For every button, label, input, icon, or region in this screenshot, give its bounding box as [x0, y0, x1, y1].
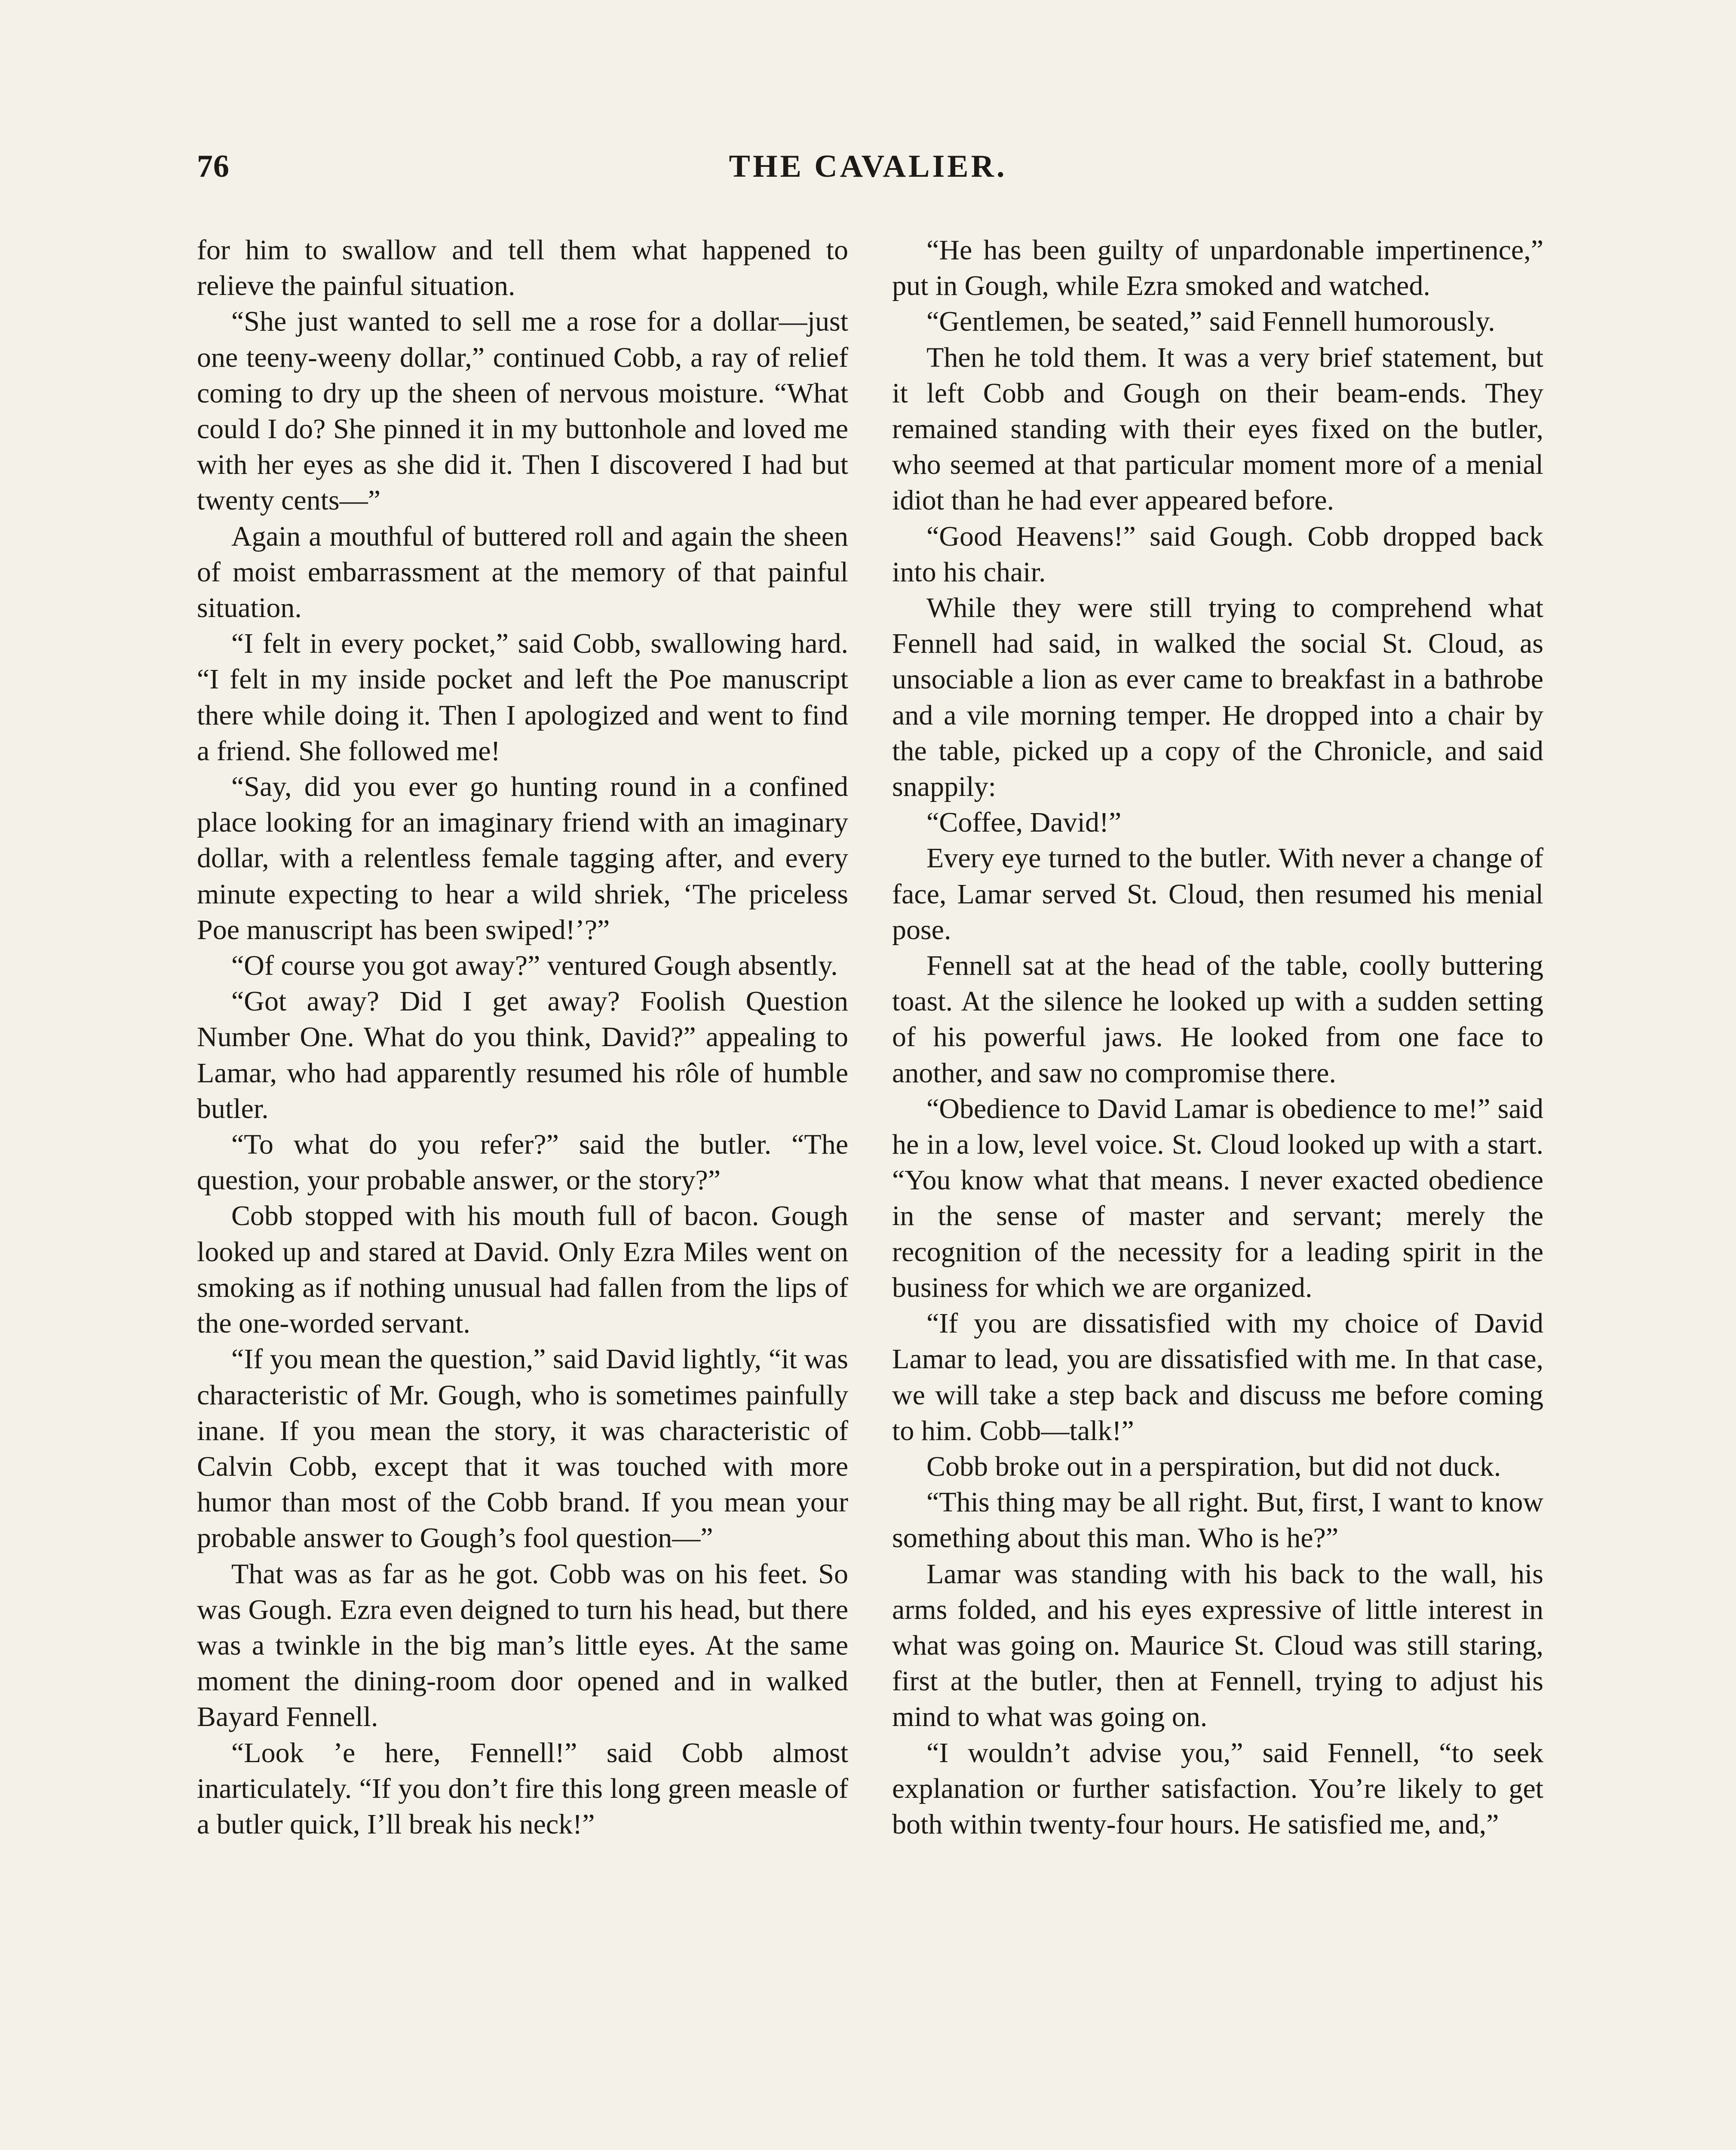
right-column [892, 232, 1543, 1842]
paragraph: “I wouldn’t advise you,” said Fennell, “to seek explanation or further satisfaction. You’re likely to get both within twenty-four hours. He satisfied me, and,” [892, 1737, 1543, 1840]
paragraph: “I felt in every pocket,” said Cobb, swallowing hard. “I felt in my inside pocket and left the Poe manuscript there while doing it. Then I apologized and went to find a friend. She followed me! [197, 628, 848, 767]
paragraph: “To what do you refer?” said the butler. “The question, your probable answer, or the story?” [197, 1129, 848, 1196]
left-column [197, 232, 848, 1842]
paragraph: “Gentlemen, be seated,” said Fennell humorously. [926, 306, 1495, 338]
paragraph: for him to swallow and tell them what happened to relieve the painful situation. [197, 234, 848, 302]
running-head: THE CAVALIER. [729, 149, 1007, 184]
paragraph: “Look ’e here, Fennell!” said Cobb almost inarticulately. “If you don’t fire this long green measle of a butler quick, I’ll break his neck!” [197, 1737, 848, 1840]
paragraph: Every eye turned to the butler. With never a change of face, Lamar served St. Cloud, then resumed his menial pose. [892, 842, 1543, 946]
paragraph: “This thing may be all right. But, first, I want to know something about this man. Who is he?” [892, 1487, 1543, 1554]
paragraph: Fennell sat at the head of the table, coolly buttering toast. At the silence he looked up with a sudden setting of his powerful jaws. He looked from one face to another, and saw no compromise there. [892, 950, 1543, 1089]
paragraph: “Got away? Did I get away? Foolish Question Number One. What do you think, David?” appealing to Lamar, who had apparently resumed his rôle of humble butler. [197, 986, 848, 1124]
paragraph: Then he told them. It was a very brief statement, but it left Cobb and Gough on their beam-ends. They remained standing with their eyes fixed on the butler, who seemed at that particular moment more of a menial idiot than he had ever appeared before. [892, 341, 1543, 516]
paragraph: “Of course you got away?” ventured Gough absently. [231, 950, 838, 982]
paragraph: “If you mean the question,” said David lightly, “it was characteristic of Mr. Gough, who is sometimes painfully inane. If you mean the story, it was characteristic of Calvin Cobb, except that it was touched with more humor than most of the Cobb brand. If you mean your probable answer to Gough’s fool question—” [197, 1343, 848, 1554]
paragraph: That was as far as he got. Cobb was on his feet. So was Gough. Ezra even deigned to turn his head, but there was a twinkle in the big man’s little eyes. At the same moment the dining-room door opened and in walked Bayard Fennell. [197, 1558, 848, 1733]
paragraph: “Good Heavens!” said Gough. Cobb dropped back into his chair. [892, 520, 1543, 588]
paragraph: “She just wanted to sell me a rose for a dollar—just one teeny-weeny dollar,” continued Cobb, a ray of relief coming to dry up the sheen of nervous moisture. “What could I do? She pinned it in my buttonhole and loved me with her eyes as she did it. Then I discovered I had but twenty cents—” [197, 306, 848, 516]
paragraph: “Say, did you ever go hunting round in a confined place looking for an imaginary friend with an imaginary dollar, with a relentless female tagging after, and every minute expecting to hear a wild shriek, ‘The priceless Poe manuscript has been swiped!’?” [197, 771, 848, 946]
paragraph: Cobb broke out in a perspiration, but did not duck. [926, 1450, 1501, 1482]
paragraph: “Coffee, David!” [926, 807, 1122, 838]
paragraph: “He has been guilty of unpardonable impertinence,” put in Gough, while Ezra smoked and watched. [892, 234, 1543, 302]
paragraph: “If you are dissatisfied with my choice of David Lamar to lead, you are dissatisfied with me. In that case, we will take a step back and discuss me before coming to him. Cobb—talk!” [892, 1308, 1543, 1447]
paragraph: Again a mouthful of buttered roll and again the sheen of moist embarrassment at the memory of that painful situation. [197, 520, 848, 624]
paragraph: While they were still trying to comprehend what Fennell had said, in walked the social St. Cloud, as unsociable a lion as ever came to breakfast in a bathrobe and a vile morning temper. He dropped into a chair by the table, picked up a copy of the Chronicle, and said snappily: [892, 592, 1543, 803]
paragraph: Lamar was standing with his back to the wall, his arms folded, and his eyes expressive of little interest in what was going on. Maurice St. Cloud was still staring, first at the butler, then at Fennell, trying to adjust his mind to what was going on. [892, 1558, 1543, 1733]
paragraph: “Obedience to David Lamar is obedience to me!” said he in a low, level voice. St. Cloud looked up with a start. “You know what that means. I never exacted obedience in the sense of master and servant; merely the recognition of the necessity for a leading spirit in the business for which we are organized. [892, 1093, 1543, 1303]
paragraph: Cobb stopped with his mouth full of bacon. Gough looked up and stared at David. Only Ezra Miles went on smoking as if nothing unusual had fallen from the lips of the one-worded servant. [197, 1200, 848, 1339]
page-number: 76 [197, 149, 230, 184]
